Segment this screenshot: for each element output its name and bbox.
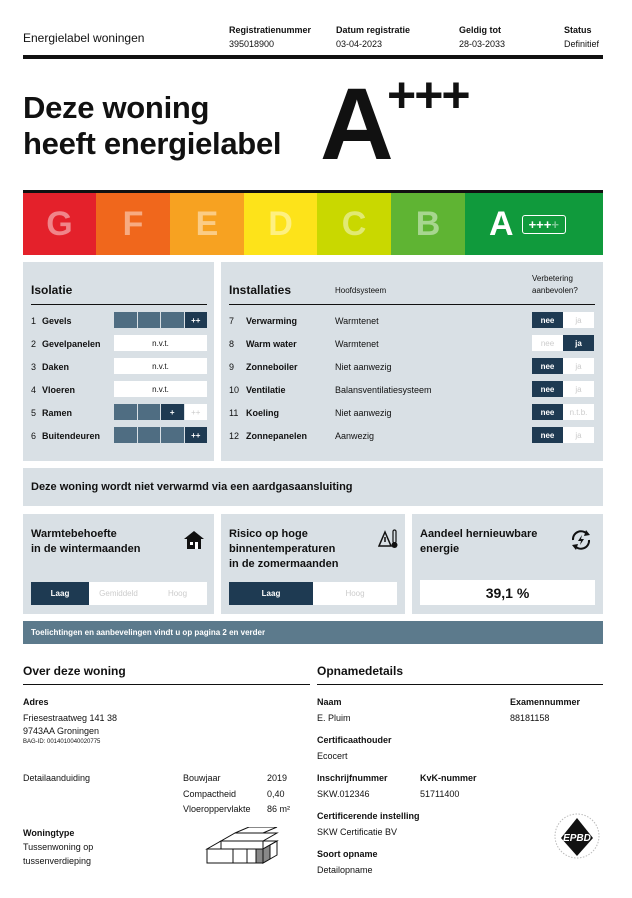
- row-label: Zonnepanelen: [246, 431, 308, 441]
- energy-scale: [23, 193, 603, 255]
- scale-letter: A: [489, 204, 514, 243]
- document-title: Energielabel woningen: [23, 31, 145, 45]
- house-icon: [183, 530, 205, 550]
- scale-letter: G: [46, 204, 73, 243]
- row-label: Vloeren: [42, 385, 76, 395]
- isolatie-bar-cell: [161, 312, 184, 328]
- verbetering-nee: nee: [532, 312, 563, 328]
- warmte-option-laag: Laag: [31, 582, 89, 605]
- row-number: 12: [229, 431, 240, 441]
- row-number: 9: [229, 362, 235, 372]
- isolatie-bar-cell: [161, 427, 184, 443]
- hoofdsysteem-header: Hoofdsysteem: [335, 286, 387, 295]
- row-label: Gevelpanelen: [42, 339, 101, 349]
- hero-title: Deze woning heeft energielabel: [23, 90, 282, 161]
- datum-registratie: Datum registratie 03-04-2023: [336, 25, 411, 49]
- scale-segment-a: [465, 193, 603, 255]
- row-label: Verwarming: [246, 316, 298, 326]
- isolatie-bar-cell: [138, 427, 161, 443]
- scale-segment-e: [170, 193, 244, 255]
- geldig-tot: Geldig tot 28-03-2033: [459, 25, 506, 49]
- verbetering-ja: ja: [563, 335, 594, 351]
- over-title: Over deze woning: [23, 664, 126, 678]
- row-number: 7: [229, 316, 235, 326]
- verbetering-nee: nee: [532, 381, 563, 397]
- verbetering-nee: nee: [532, 335, 563, 351]
- header-rule: [23, 55, 603, 59]
- installatie-row-label: [229, 408, 279, 418]
- info-banner-text: Toelichtingen en aanbevelingen vindt u op pagina 2 en verder: [31, 628, 266, 637]
- hoofdsysteem-value: Niet aanwezig: [335, 408, 392, 418]
- adres-block: Adres Friesestraatweg 141 38 9743AA Groningen BAG-ID: 0014010040020775: [23, 697, 118, 745]
- row-label: Ventilatie: [246, 385, 286, 395]
- scale-letter: E: [195, 204, 219, 243]
- scale-segment-d: [244, 193, 317, 255]
- scale-letter: B: [415, 204, 441, 243]
- isolatie-title: Isolatie: [31, 283, 73, 297]
- row-number: 10: [229, 385, 240, 395]
- inschrijfnummer-block: Inschrijfnummer SKW.012346: [317, 773, 388, 799]
- isolatie-bar-cell: ++: [185, 427, 208, 443]
- building-icon: [205, 827, 287, 867]
- row-label: Zonneboiler: [246, 362, 298, 372]
- isolatie-bar-cell: +: [161, 404, 184, 420]
- installatie-row-label: [229, 339, 297, 349]
- epbd-logo-icon: [553, 812, 601, 860]
- isolatie-divider: [31, 304, 207, 305]
- energy-label-plus: +++: [387, 67, 469, 123]
- row-label: Ramen: [42, 408, 73, 418]
- hoofdsysteem-value: Warmtenet: [335, 339, 379, 349]
- aandeel-title: Aandeel hernieuwbare energie: [420, 528, 538, 555]
- hoofdsysteem-value: Warmtenet: [335, 316, 379, 326]
- row-number: 2: [31, 339, 37, 349]
- warmtebehoefte-title: Warmtebehoefte in de wintermaanden: [31, 528, 141, 555]
- row-number: 5: [31, 408, 37, 418]
- row-number: 8: [229, 339, 235, 349]
- soort-opname-block: Soort opname Detailopname: [317, 849, 378, 875]
- row-label: Warm water: [246, 339, 297, 349]
- hernieuwbaar-value: 39,1 %: [420, 580, 595, 605]
- instelling-block: Certificerende instelling SKW Certificatie BV: [317, 811, 420, 837]
- thermometer-warning-icon: [378, 528, 400, 550]
- isolatie-row-label: [31, 408, 72, 418]
- opname-divider: [317, 684, 603, 685]
- scale-segment-c: [317, 193, 391, 255]
- isolatie-row-label: [31, 385, 75, 395]
- scale-letter: F: [122, 204, 144, 243]
- isolatie-value: n.v.t.: [114, 358, 207, 374]
- isolatie-bar-cell: [114, 312, 137, 328]
- warmte-option-gemiddeld: Gemiddeld: [89, 582, 148, 605]
- verbetering-nee: nee: [532, 358, 563, 374]
- isolatie-bar-cell: [114, 427, 137, 443]
- row-number: 11: [229, 408, 239, 418]
- isolatie-bar-cell: [138, 404, 161, 420]
- warmte-option-hoog: Hoog: [148, 582, 207, 605]
- isolatie-bar-cell: ++: [185, 404, 208, 420]
- certificaathouder-block: Certificaathouder Ecocert: [317, 735, 392, 761]
- verbetering-ja: ja: [563, 381, 594, 397]
- installatie-row-label: [229, 431, 307, 441]
- scale-plus: +++: [528, 216, 552, 232]
- over-divider: [23, 684, 310, 685]
- detailaanduiding-label: Detailaanduiding: [23, 773, 91, 783]
- kvk-block: KvK-nummer 51711400: [420, 773, 477, 799]
- installaties-divider: [229, 304, 595, 305]
- risico-option-hoog: Hoog: [313, 582, 397, 605]
- scale-segment-f: [96, 193, 170, 255]
- naam-block: Naam E. Pluim: [317, 697, 351, 723]
- scale-letter: C: [341, 204, 367, 243]
- scale-segment-g: [23, 193, 96, 255]
- isolatie-row-label: [31, 316, 72, 326]
- woningtype-block: Woningtype Tussenwoning op tussenverdieping: [23, 828, 94, 866]
- row-label: Gevels: [42, 316, 72, 326]
- examennummer-block: Examennummer 88181158: [510, 697, 581, 723]
- installatie-row-label: [229, 362, 298, 372]
- row-number: 6: [31, 431, 37, 441]
- verbetering-ja: ja: [563, 312, 594, 328]
- installaties-title: Installaties: [229, 283, 292, 297]
- recycle-energy-icon: [569, 528, 593, 552]
- row-label: Buitendeuren: [42, 431, 101, 441]
- verbetering-ja: ja: [563, 358, 594, 374]
- scale-plus-badge: [522, 215, 566, 234]
- hoofdsysteem-value: Balansventilatiesysteem: [335, 385, 432, 395]
- verbetering-nee: nee: [532, 404, 563, 420]
- bouwjaar-value: 2019: [267, 773, 288, 783]
- status: Status Definitief: [564, 25, 600, 49]
- isolatie-row-label: [31, 339, 101, 349]
- row-label: Daken: [42, 362, 70, 372]
- row-label: Koeling: [246, 408, 279, 418]
- gas-note: Deze woning wordt niet verwarmd via een aardgasaansluiting: [31, 481, 353, 493]
- hoofdsysteem-value: Aanwezig: [335, 431, 375, 441]
- compactheid-label: Compactheid: [183, 789, 237, 799]
- installatie-row-label: [229, 316, 297, 326]
- opname-title: Opnamedetails: [317, 664, 404, 678]
- isolatie-bar-cell: [114, 404, 137, 420]
- svg-text:EPBD: EPBD: [563, 833, 591, 844]
- installatie-row-label: [229, 385, 286, 395]
- verbetering-header: Verbetering aanbevolen?: [532, 274, 578, 295]
- isolatie-value: n.v.t.: [114, 335, 207, 351]
- row-number: 4: [31, 385, 37, 395]
- energy-label-letter: A: [320, 67, 391, 181]
- risico-option-laag: Laag: [229, 582, 313, 605]
- bouwjaar-label: Bouwjaar: [183, 773, 221, 783]
- scale-segment-b: [391, 193, 465, 255]
- isolatie-bar-cell: ++: [185, 312, 208, 328]
- vloeroppervlakte-label: Vloeroppervlakte: [183, 804, 251, 814]
- row-number: 3: [31, 362, 37, 372]
- scale-letter: D: [268, 204, 293, 243]
- verbetering-ja: ja: [563, 427, 594, 443]
- vloeroppervlakte-value: 86 m²: [267, 804, 291, 814]
- registratienummer: Registratienummer 395018900: [229, 25, 312, 49]
- isolatie-row-label: [31, 431, 100, 441]
- risico-title: Risico op hoge binnentemperaturen in de zomermaanden: [229, 528, 339, 570]
- hoofdsysteem-value: Niet aanwezig: [335, 362, 392, 372]
- isolatie-bar-cell: [138, 312, 161, 328]
- scale-plus-extra: +: [551, 216, 559, 232]
- verbetering-nee: nee: [532, 427, 563, 443]
- isolatie-row-label: [31, 362, 69, 372]
- isolatie-value: n.v.t.: [114, 381, 207, 397]
- row-number: 1: [31, 316, 37, 326]
- verbetering-ja: n.t.b.: [563, 404, 594, 420]
- compactheid-value: 0,40: [267, 789, 285, 799]
